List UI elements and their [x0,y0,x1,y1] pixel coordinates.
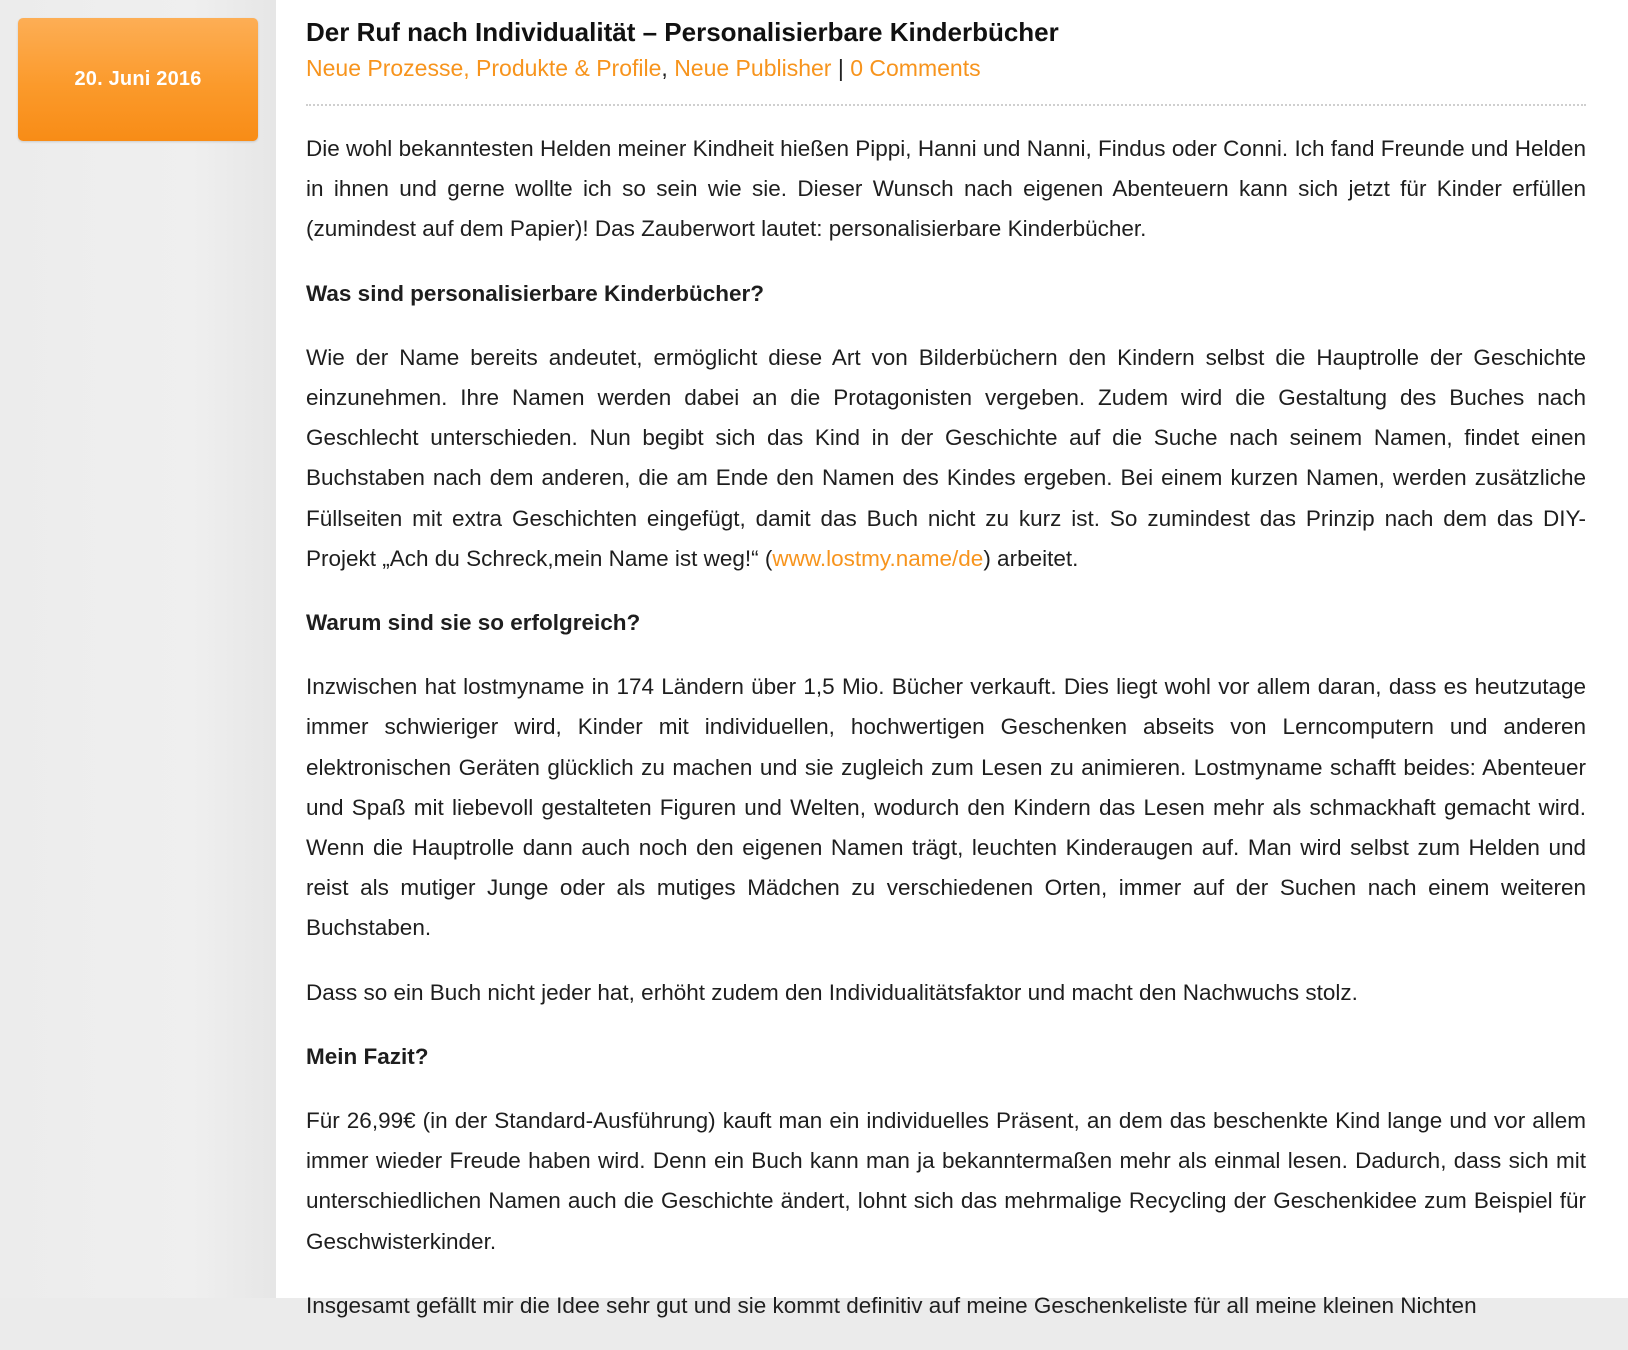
post-article [306,0,1586,1350]
heading-fazit: Mein Fazit? [306,1043,429,1069]
sidebar [0,0,276,1298]
lostmyname-link[interactable]: www.lostmy.name/de [772,545,984,571]
meta-separator: | [837,55,844,81]
heading-was-sind: Was sind personalisierbare Kinderbücher? [306,280,765,306]
post-meta [306,51,1586,85]
paragraph-success: Inzwischen hat lostmyname in 174 Ländern über 1,5 Mio. Bücher verkauft. Dies liegt wohl vor allem daran, dass es heutzutage immer schwieriger wird, Kinder mit individuellen, hochwertigen Geschenken abseits von Lerncomputern und anderen elektronischen Geräten glücklich zu machen und sie zugleich zum Lesen zu animieren. Lostmyname schafft beides: Abenteuer und Spaß mit liebevoll gestalteten Figuren und Welten, wodurch den Kindern das Lesen mehr als schmackhaft gemacht wird. Wenn die Hauptrolle dann auch noch den eigenen Namen trägt, leuchten Kinderaugen auf. Man wird selbst zum Helden und reist als mutiger Junge oder als mutiges Mädchen zu verschiedenen Orten, immer auf der Suchen nach einem weiteren Buchstaben. [306,674,1586,941]
meta-divider [306,104,1586,106]
category-link-neue-publisher[interactable]: Neue Publisher [674,55,832,81]
paragraph-individuality: Dass so ein Buch nicht jeder hat, erhöht zudem den Individualitätsfaktor und macht den Nachwuchs stolz. [306,979,1358,1005]
paragraph-fazit: Für 26,99€ (in der Standard-Ausführung) kauft man ein individuelles Präsent, an dem das beschenkte Kind lange und vor allem immer wieder Freude haben wird. Denn ein Buch kann man ja bekanntermaßen mehr als einmal lesen. Dadurch, dass sich mit unterschiedlichen Namen auch die Geschichte ändert, lohnt sich das mehrmalige Recycling der Geschenkidee zum Beispiel für Geschwisterkinder. [306,1108,1586,1254]
post-content-area [276,0,1628,1318]
paragraph-explanation-text: Wie der Name bereits andeutet, ermöglicht diese Art von Bilderbüchern den Kindern selbst die Hauptrolle der Geschichte einzunehmen. Ihre Namen werden dabei an die Protagonisten vergeben. Zudem wird die Gestaltung des Buches nach Geschlecht unterschieden. Nun begibt sich das Kind in der Geschichte auf die Suche nach seinem Namen, findet einen Buchstaben nach dem anderen, die am Ende den Namen des Kindes ergeben. Bei einem kurzen Namen, werden zusätzliche Füllseiten mit extra Geschichten eingefügt, damit das Buch nicht zu kurz ist. So zumindest das Prinzip nach dem das DIY-Projekt „Ach du Schreck,mein Name ist weg!“ ( [306,344,1586,571]
heading-warum: Warum sind sie so erfolgreich? [306,610,641,636]
paragraph-conclusion-partial: Insgesamt gefällt mir die Idee sehr gut und sie kommt definitiv auf meine Geschenkeliste für all meine kleinen Nichten [306,1292,1477,1318]
paragraph-explanation [306,338,1586,579]
category-separator: , [661,55,668,81]
post-date: 20. Juni 2016 [74,68,202,90]
paragraph-intro: Die wohl bekanntesten Helden meiner Kindheit hießen Pippi, Hanni und Nanni, Findus oder Conni. Ich fand Freunde und Helden in ihnen und gerne wollte ich so sein wie sie. Dieser Wunsch nach eigenen Abenteuern kann sich jetzt für Kinder erfüllen (zumindest auf dem Papier)! Das Zauberwort lautet: personalisierbare Kinderbücher. [306,136,1586,242]
comments-link[interactable]: 0 Comments [850,55,981,81]
paragraph-explanation-tail: ) arbeitet. [983,545,1079,571]
post-title: Der Ruf nach Individualität – Personalisierbare Kinderbücher [306,17,1059,47]
post-date-badge [18,18,258,141]
category-link-neue-prozesse[interactable]: Neue Prozesse, Produkte & Profile [306,55,662,81]
post-body [306,129,1586,1326]
